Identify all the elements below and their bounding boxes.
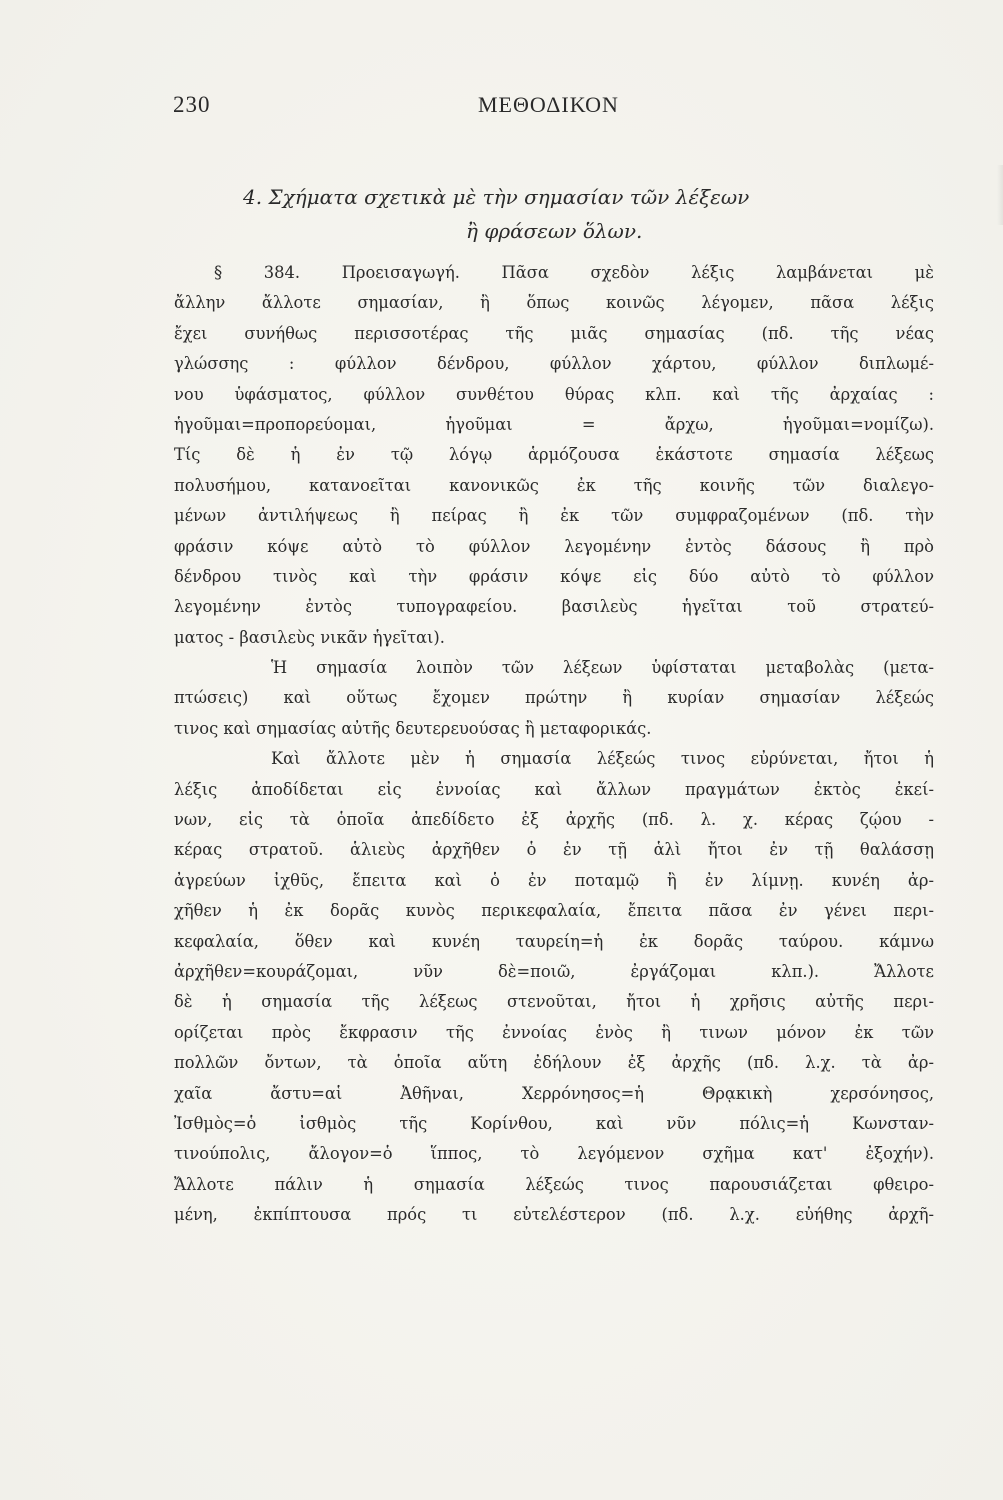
text-line: Καὶ ἄλλοτε μὲν ἡ σημασία λέξεώς τινος εὐρύνεται, ἤτοι ἡ <box>271 749 934 769</box>
text-line: τινος καὶ σημασίας αὐτῆς δευτερευούσας ἢ μεταφορικάς. <box>174 718 652 738</box>
page-number: 230 <box>173 92 211 117</box>
text-line: μένη, ἐκπίπτουσα πρός τι εὐτελέστερον (πδ. λ.χ. εὐήθης ἀρχῆ- <box>174 1205 934 1225</box>
text-line: λέξις ἀποδίδεται εἰς ἐννοίας καὶ ἄλλων πραγμάτων ἐκτὸς ἐκεί- <box>174 779 934 799</box>
text-line: Ἄλλοτε πάλιν ἡ σημασία λέξεώς τινος παρουσιάζεται φθειρο- <box>174 1174 934 1194</box>
text-line: δὲ ἡ σημασία τῆς λέξεως στενοῦται, ἤτοι ἡ χρῆσις αὐτῆς περι- <box>174 992 934 1012</box>
page-edge-shadow <box>997 165 1003 225</box>
text-line: ἀγρεύων ἰχθῦς, ἔπειτα καὶ ὁ ἐν ποταμῷ ἢ ἐν λίμνῃ. κυνέη ἀρ- <box>174 870 934 890</box>
text-line: ορίζεται πρὸς ἔκφρασιν τῆς ἐννοίας ἑνὸς ἢ τινων μόνον ἐκ τῶν <box>174 1022 934 1042</box>
text-line: χῆθεν ἡ ἐκ δορᾶς κυνὸς περικεφαλαία, ἔπειτα πᾶσα ἐν γένει περι- <box>174 901 934 921</box>
text-line: δένδρου τινὸς καὶ τὴν φράσιν κόψε εἰς δύο αὐτὸ τὸ φύλλον <box>174 566 934 586</box>
text-line: ἄλλην ἄλλοτε σημασίαν, ἢ ὅπως κοινῶς λέγομεν, πᾶσα λέξις <box>174 293 934 313</box>
text-line: ἔχει συνήθως περισσοτέρας τῆς μιᾶς σημασίας (πδ. τῆς νέας <box>174 323 934 343</box>
text-line: ἀρχῆθεν=κουράζομαι, νῦν δὲ=ποιῶ, ἐργάζομαι κλπ.). Ἄλλοτε <box>174 961 934 981</box>
heading-line-1: 4. Σχήματα σχετικὰ μὲ τὴν σημασίαν τῶν λέξεων <box>243 185 750 209</box>
text-line: ἡγοῦμαι=προπορεύομαι, ἡγοῦμαι = ἄρχω, ἡγοῦμαι=νομίζω). <box>174 414 934 434</box>
body-text <box>174 258 934 1231</box>
text-line: μένων ἀντιλήψεως ἢ πείρας ἢ ἐκ τῶν συμφραζομένων (πδ. τὴν <box>174 506 934 526</box>
text-line: νου ὑφάσματος, φύλλον συνθέτου θύρας κλπ. καὶ τῆς ἀρχαίας : <box>174 384 934 404</box>
text-line: πολλῶν ὄντων, τὰ ὁποῖα αὕτη ἐδήλουν ἐξ ἀρχῆς (πδ. λ.χ. τὰ ἀρ- <box>174 1053 934 1073</box>
text-line: ματος - βασιλεὺς νικᾶν ἡγεῖται). <box>174 627 445 647</box>
text-line: γλώσσης : φύλλον δένδρου, φύλλον χάρτου, φύλλον διπλωμέ- <box>174 354 934 374</box>
text-line: φράσιν κόψε αὐτὸ τὸ φύλλον λεγομένην ἐντὸς δάσους ἢ πρὸ <box>174 536 934 556</box>
running-head: ΜΕΘΟΔΙΚΟΝ <box>478 92 619 117</box>
text-line: Ἰσθμὸς=ὁ ἰσθμὸς τῆς Κορίνθου, καὶ νῦν πόλις=ἡ Κωνσταν- <box>174 1113 934 1133</box>
text-line: § 384. Προεισαγωγή. Πᾶσα σχεδὸν λέξις λαμβάνεται μὲ <box>214 263 934 282</box>
page-header <box>173 92 933 122</box>
section-heading <box>243 180 783 248</box>
text-line: χαῖα ἄστυ=αἱ Ἀθῆναι, Χερρόνησος=ἡ Θρᾳκικὴ χερσόνησος, <box>174 1083 934 1103</box>
text-line: νων, εἰς τὰ ὁποῖα ἀπεδίδετο ἐξ ἀρχῆς (πδ. λ. χ. κέρας ζῴου - <box>174 810 934 830</box>
text-line: Ἡ σημασία λοιπὸν τῶν λέξεων ὑφίσταται μεταβολὰς (μετα- <box>271 658 934 678</box>
text-line: Τίς δὲ ἡ ἐν τῷ λόγῳ ἁρμόζουσα ἑκάστοτε σημασία λέξεως <box>174 445 934 465</box>
text-line: πτώσεις) καὶ οὕτως ἔχομεν πρώτην ἢ κυρίαν σημασίαν λέξεώς <box>174 688 934 708</box>
text-line: τινούπολις, ἄλογον=ὁ ἵππος, τὸ λεγόμενον σχῆμα κατ' ἐξοχήν). <box>174 1144 934 1164</box>
text-line: κέρας στρατοῦ. ἁλιεὺς ἀρχῆθεν ὁ ἐν τῇ ἁλὶ ἤτοι ἐν τῇ θαλάσσῃ <box>174 840 934 860</box>
text-line: λεγομένην ἐντὸς τυπογραφείου. βασιλεὺς ἡγεῖται τοῦ στρατεύ- <box>174 597 934 617</box>
text-line: κεφαλαία, ὅθεν καὶ κυνέη ταυρείη=ἡ ἐκ δορᾶς ταύρου. κάμνω <box>174 931 934 951</box>
heading-line-2: ἢ φράσεων ὅλων. <box>466 219 643 243</box>
text-line: πολυσήμου, κατανοεῖται κανονικῶς ἐκ τῆς κοινῆς τῶν διαλεγο- <box>174 475 934 495</box>
